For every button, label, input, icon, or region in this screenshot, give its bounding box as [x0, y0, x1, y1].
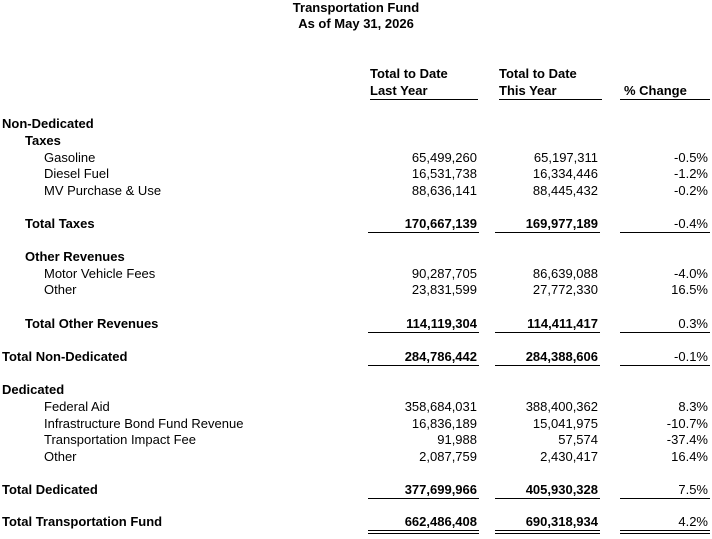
subsection-heading: Other Revenues	[25, 249, 125, 264]
pct-change-value: -0.5%	[674, 150, 708, 165]
total-underline	[368, 365, 479, 366]
this-year-total: 169,977,189	[525, 216, 598, 231]
section-heading-row	[0, 381, 712, 398]
grand-total-double-underline	[495, 530, 600, 534]
table-row	[0, 398, 712, 415]
subsection-heading: Taxes	[25, 133, 61, 148]
total-row	[0, 215, 712, 232]
last-year-value: 16,836,189	[411, 416, 477, 431]
row-label: Motor Vehicle Fees	[44, 266, 156, 281]
table-row	[0, 149, 712, 166]
grand-total-label: Total Transportation Fund	[2, 514, 163, 529]
total-underline	[495, 232, 600, 233]
this-year-total: 114,411,417	[527, 316, 598, 331]
row-label: Diesel Fuel	[44, 166, 110, 181]
total-label: Total Dedicated	[2, 482, 98, 497]
last-year-total: 114,119,304	[406, 316, 477, 331]
total-label: Total Non-Dedicated	[2, 349, 128, 364]
total-row	[0, 481, 712, 498]
row-label: Gasoline	[44, 150, 96, 165]
total-label: Total Taxes	[25, 216, 95, 231]
row-label: Infrastructure Bond Fund Revenue	[44, 416, 244, 431]
last-year-total: 170,667,139	[404, 216, 477, 231]
this-year-value: 27,772,330	[532, 282, 598, 297]
column-header-this-year	[499, 65, 603, 100]
subsection-heading-row	[0, 132, 712, 149]
this-year-value: 65,197,311	[533, 150, 598, 165]
last-year-value: 90,287,705	[411, 266, 477, 281]
pct-change-total: -0.4%	[674, 216, 708, 231]
table-row	[0, 431, 712, 448]
pct-change-value: -10.7%	[666, 416, 708, 431]
table-row	[0, 165, 712, 182]
column-header-pct-change: % Change	[620, 82, 710, 100]
last-year-value: 23,831,599	[411, 282, 477, 297]
pct-change-value: 16.5%	[671, 282, 708, 297]
table-row	[0, 448, 712, 465]
last-year-total: 377,699,966	[404, 482, 477, 497]
total-label: Total Other Revenues	[25, 316, 159, 331]
total-underline	[620, 498, 710, 499]
section-heading: Dedicated	[2, 382, 65, 397]
report-subtitle: As of May 31, 2026	[298, 16, 414, 31]
this-year-total: 405,930,328	[525, 482, 598, 497]
this-year-value: 2,430,417	[540, 449, 598, 464]
last-year-grand-total: 662,486,408	[404, 514, 477, 529]
this-year-value: 57,574	[558, 432, 598, 447]
section-heading: Non-Dedicated	[2, 116, 94, 131]
column-header-this-year-line1: Total to Date	[499, 66, 577, 81]
total-underline	[368, 498, 479, 499]
total-underline	[495, 498, 600, 499]
total-row	[0, 315, 712, 332]
total-underline	[495, 365, 600, 366]
pct-change-total: -0.1%	[674, 349, 708, 364]
table-row	[0, 182, 712, 199]
last-year-value: 88,636,141	[411, 183, 477, 198]
this-year-grand-total: 690,318,934	[525, 514, 598, 529]
pct-change-total: 0.3%	[678, 316, 708, 331]
total-underline	[620, 232, 710, 233]
total-underline	[495, 332, 600, 333]
row-label: Federal Aid	[44, 399, 110, 414]
column-header-last-year-line1: Total to Date	[370, 66, 448, 81]
pct-change-value: -0.2%	[674, 183, 708, 198]
total-underline	[368, 232, 479, 233]
this-year-value: 15,041,975	[532, 416, 598, 431]
last-year-value: 2,087,759	[419, 449, 477, 464]
section-heading-row	[0, 115, 712, 132]
last-year-value: 65,499,260	[411, 150, 477, 165]
last-year-total: 284,786,442	[404, 349, 477, 364]
pct-change-value: 8.3%	[678, 399, 708, 414]
row-label: MV Purchase & Use	[44, 183, 162, 198]
pct-change-value: 16.4%	[671, 449, 708, 464]
this-year-total: 284,388,606	[525, 349, 598, 364]
this-year-value: 88,445,432	[532, 183, 598, 198]
last-year-value: 91,988	[437, 432, 477, 447]
this-year-value: 16,334,446	[532, 166, 598, 181]
row-label: Other	[44, 282, 77, 297]
row-label: Transportation Impact Fee	[44, 432, 196, 447]
grand-total-double-underline	[368, 530, 479, 534]
last-year-value: 358,684,031	[404, 399, 477, 414]
total-row	[0, 348, 712, 365]
report-title: Transportation Fund	[292, 0, 420, 15]
this-year-value: 86,639,088	[532, 266, 598, 281]
pct-change-value: -37.4%	[666, 432, 708, 447]
this-year-value: 388,400,362	[525, 399, 598, 414]
grand-total-row	[0, 513, 712, 530]
column-header-this-year-line2: This Year	[499, 82, 602, 100]
total-underline	[368, 332, 479, 333]
table-row	[0, 281, 712, 298]
table-row	[0, 265, 712, 282]
total-underline	[620, 332, 710, 333]
column-header-last-year-line2: Last Year	[370, 82, 478, 100]
pct-change-value: -4.0%	[674, 266, 708, 281]
row-label: Other	[44, 449, 77, 464]
table-row	[0, 415, 712, 432]
grand-total-double-underline	[620, 530, 710, 534]
total-underline	[620, 365, 710, 366]
column-header-last-year	[370, 65, 480, 100]
pct-change-total: 7.5%	[678, 482, 708, 497]
subsection-heading-row	[0, 248, 712, 265]
pct-change-value: -1.2%	[674, 166, 708, 181]
pct-change-grand-total: 4.2%	[678, 514, 708, 529]
last-year-value: 16,531,738	[411, 166, 477, 181]
